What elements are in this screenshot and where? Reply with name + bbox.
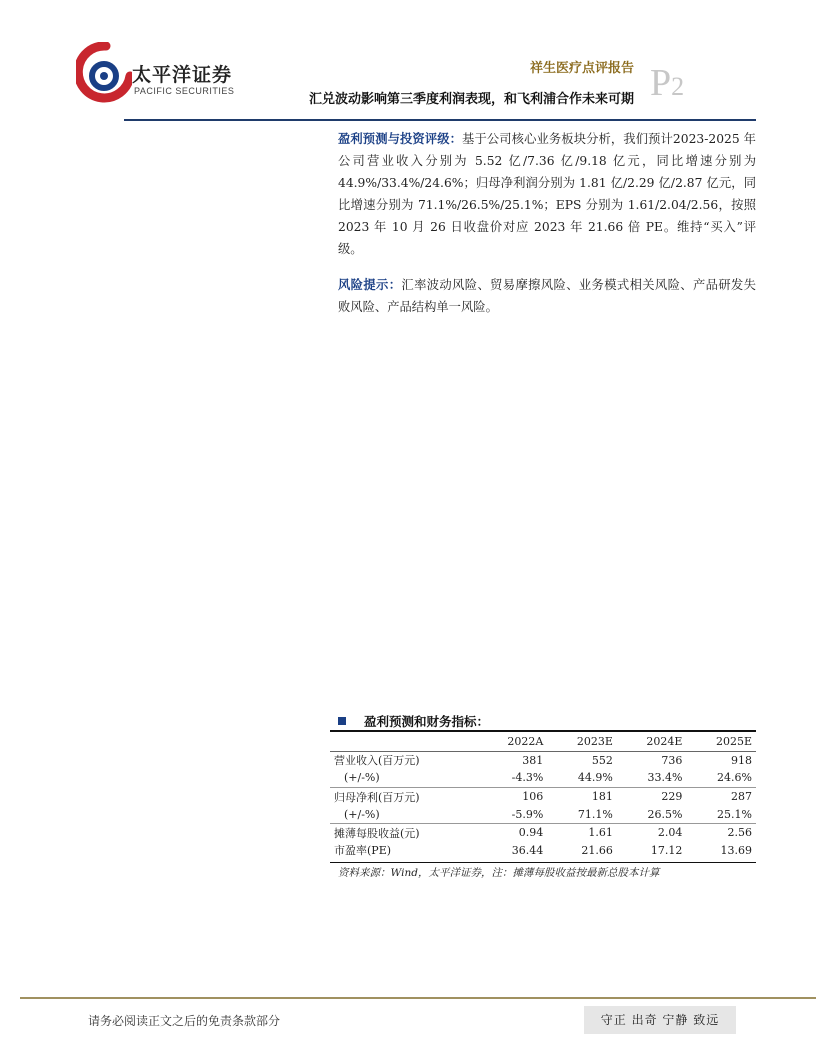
- company-logo: [76, 42, 236, 106]
- row-label: 摊薄每股收益(元): [330, 823, 478, 841]
- column-header: [330, 733, 478, 751]
- table-cell: -5.9%: [511, 807, 544, 821]
- table-row: [330, 842, 756, 860]
- report-title: 汇兑波动影响第三季度利润表现，和飞利浦合作未来可期: [308, 92, 634, 107]
- table-row: [330, 823, 756, 841]
- header-divider: [124, 119, 756, 121]
- table-cell: 1.61: [547, 823, 617, 841]
- investment-rating-paragraph: [338, 128, 756, 260]
- table-cell: 2.04: [617, 823, 687, 841]
- footer-motto: 守正 出奇 宁静 致远: [584, 1006, 736, 1034]
- row-label: 市盈率(PE): [334, 844, 392, 858]
- table-row: [330, 769, 756, 787]
- row-label: 归母净利(百万元): [330, 787, 478, 805]
- table-source-note: 资料来源：Wind，太平洋证券，注：摊薄每股收益按最新总股本计算: [338, 867, 660, 879]
- table-title: [338, 712, 756, 730]
- table-cell: 13.69: [720, 843, 752, 857]
- report-type: 祥生医疗点评报告: [529, 61, 634, 76]
- table-cell: -4.3%: [511, 771, 544, 785]
- table-cell: 25.1%: [717, 807, 752, 821]
- table-cell: 26.5%: [647, 807, 683, 821]
- investment-rating-lead: 盈利预测与投资评级：: [338, 131, 463, 146]
- column-header: 2024E: [617, 733, 687, 751]
- table-cell: 918: [731, 753, 752, 767]
- footer-disclaimer: 请务必阅读正文之后的免责条款部分: [88, 1014, 281, 1028]
- table-cell: 17.12: [650, 843, 683, 857]
- row-label: (+/-%): [344, 771, 380, 785]
- risk-paragraph: [338, 274, 756, 318]
- table-row: [330, 805, 756, 823]
- table-cell: 229: [617, 787, 687, 805]
- risk-lead: 风险提示：: [338, 277, 402, 292]
- page-number: [650, 64, 684, 102]
- logo-name-cn: 太平洋证券: [132, 64, 233, 86]
- investment-rating-text: 基于公司核心业务板块分析，我们预计2023-2025 年公司营业收入分别为 5.52 亿/7.36 亿/9.18 亿元，同比增速分别为 44.9%/33.4%/24.6%；归母净利润分别为 1.81 亿/2.29 亿/2.87 亿元，同比增速分别为 71.1%/26.5%/25.1%；EPS 分别为 1.61/2.04/2.56，按照 2023 年 10 月 26 日收盘价对应 2023 年 21.66 倍 PE。维持“买入”评级。: [338, 132, 756, 256]
- table-header-row: [330, 733, 756, 751]
- table-cell: 24.6%: [717, 771, 752, 785]
- column-header: 2022A: [478, 733, 547, 751]
- table-cell: 2.56: [686, 823, 756, 841]
- column-header: 2025E: [686, 733, 756, 751]
- square-bullet-icon: [338, 717, 346, 725]
- table-row: [330, 751, 756, 769]
- risk-text: 汇率波动风险、贸易摩擦风险、业务模式相关风险、产品研发失败风险、产品结构单一风险。: [338, 278, 756, 314]
- table-cell: 21.66: [581, 843, 613, 857]
- table-cell: 36.44: [511, 843, 544, 857]
- table-cell: 0.94: [478, 823, 547, 841]
- column-header: 2023E: [547, 733, 617, 751]
- table-row: [330, 787, 756, 805]
- table-bottom-rule: [330, 862, 756, 863]
- financial-table: [330, 733, 756, 859]
- table-cell: 736: [661, 753, 683, 767]
- row-label: 营业收入(百万元): [334, 754, 420, 768]
- logo-name-en: PACIFIC SECURITIES: [134, 86, 235, 96]
- table-cell: 33.4%: [647, 771, 683, 785]
- table-cell: 106: [478, 787, 547, 805]
- table-cell: 44.9%: [577, 771, 613, 785]
- table-title-text: 盈利预测和财务指标：: [364, 714, 490, 729]
- page-digit: 2: [671, 72, 685, 101]
- footer-divider: [20, 997, 816, 999]
- row-label: (+/-%): [344, 807, 380, 821]
- logo-emblem-icon: [76, 42, 132, 106]
- table-cell: 181: [547, 787, 617, 805]
- table-cell: 552: [591, 753, 613, 767]
- page-letter: P: [650, 62, 672, 104]
- table-cell: 287: [686, 787, 756, 805]
- table-top-rule: [330, 730, 756, 732]
- table-cell: 381: [522, 753, 544, 767]
- table-cell: 71.1%: [577, 807, 613, 821]
